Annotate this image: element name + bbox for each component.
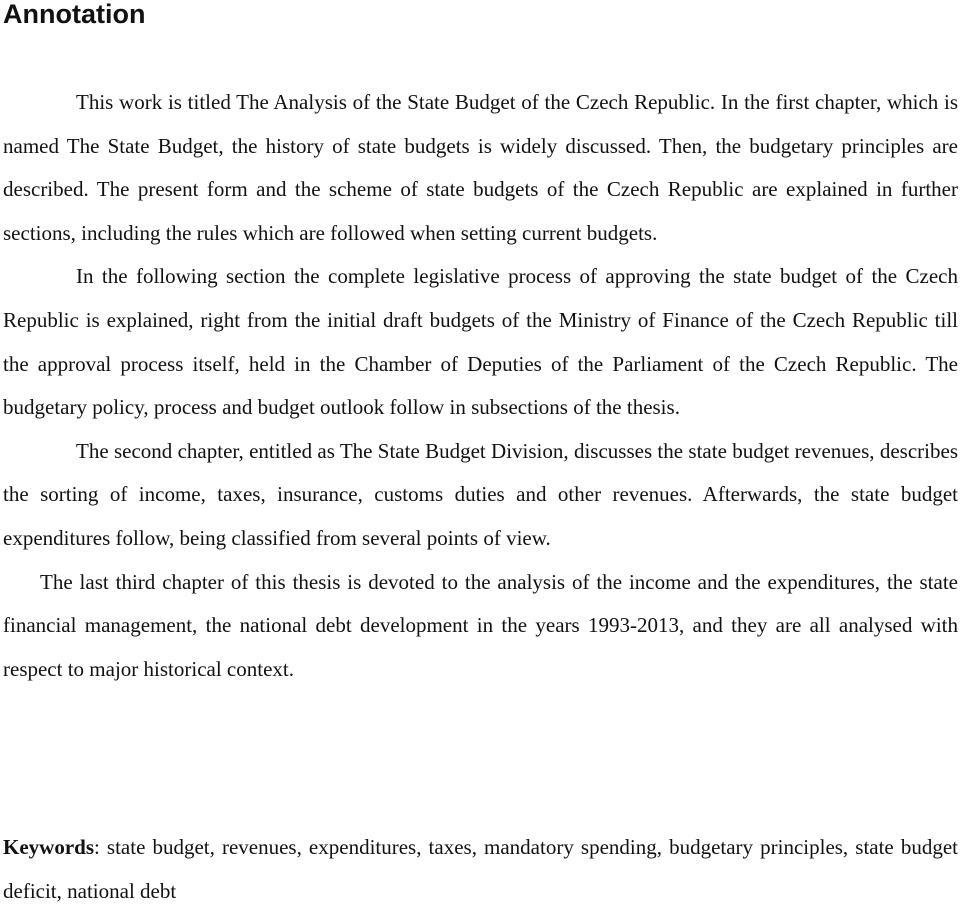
- page-title: Annotation: [3, 0, 146, 29]
- paragraph-2: In the following section the complete legislative process of approving the state budget of the Czech Republic is explained, right from the initial draft budgets of the Ministry of Finance of the Czech Republic till the approval process itself, held in the Chamber of Deputies of the Parliament of the Czech Republic. The budgetary policy, process and budget outlook follow in subsections of the thesis.: [3, 264, 958, 420]
- paragraph-4: The last third chapter of this thesis is devoted to the analysis of the income and the expenditures, the state financial management, the national debt development in the years 1993-2013, and they are all analysed with respect to major historical context.: [3, 569, 958, 681]
- annotation-body: [3, 81, 958, 691]
- keywords-section: [3, 826, 958, 913]
- paragraph-3: The second chapter, entitled as The State Budget Division, discusses the state budget revenues, describes the sorting of income, taxes, insurance, customs duties and other revenues. Afterwards, the state budget expenditures follow, being classified from several points of view.: [3, 438, 958, 550]
- paragraph-1: This work is titled The Analysis of the State Budget of the Czech Republic. In the first chapter, which is named The State Budget, the history of state budgets is widely discussed. Then, the budgetary principles are described. The present form and the scheme of state budgets of the Czech Republic are explained in further sections, including the rules which are followed when setting current budgets.: [3, 90, 958, 245]
- keywords-label: Keywords: [3, 835, 94, 859]
- keywords-text: : state budget, revenues, expenditures, taxes, mandatory spending, budgetary principles, state budget deficit, national debt: [3, 835, 958, 903]
